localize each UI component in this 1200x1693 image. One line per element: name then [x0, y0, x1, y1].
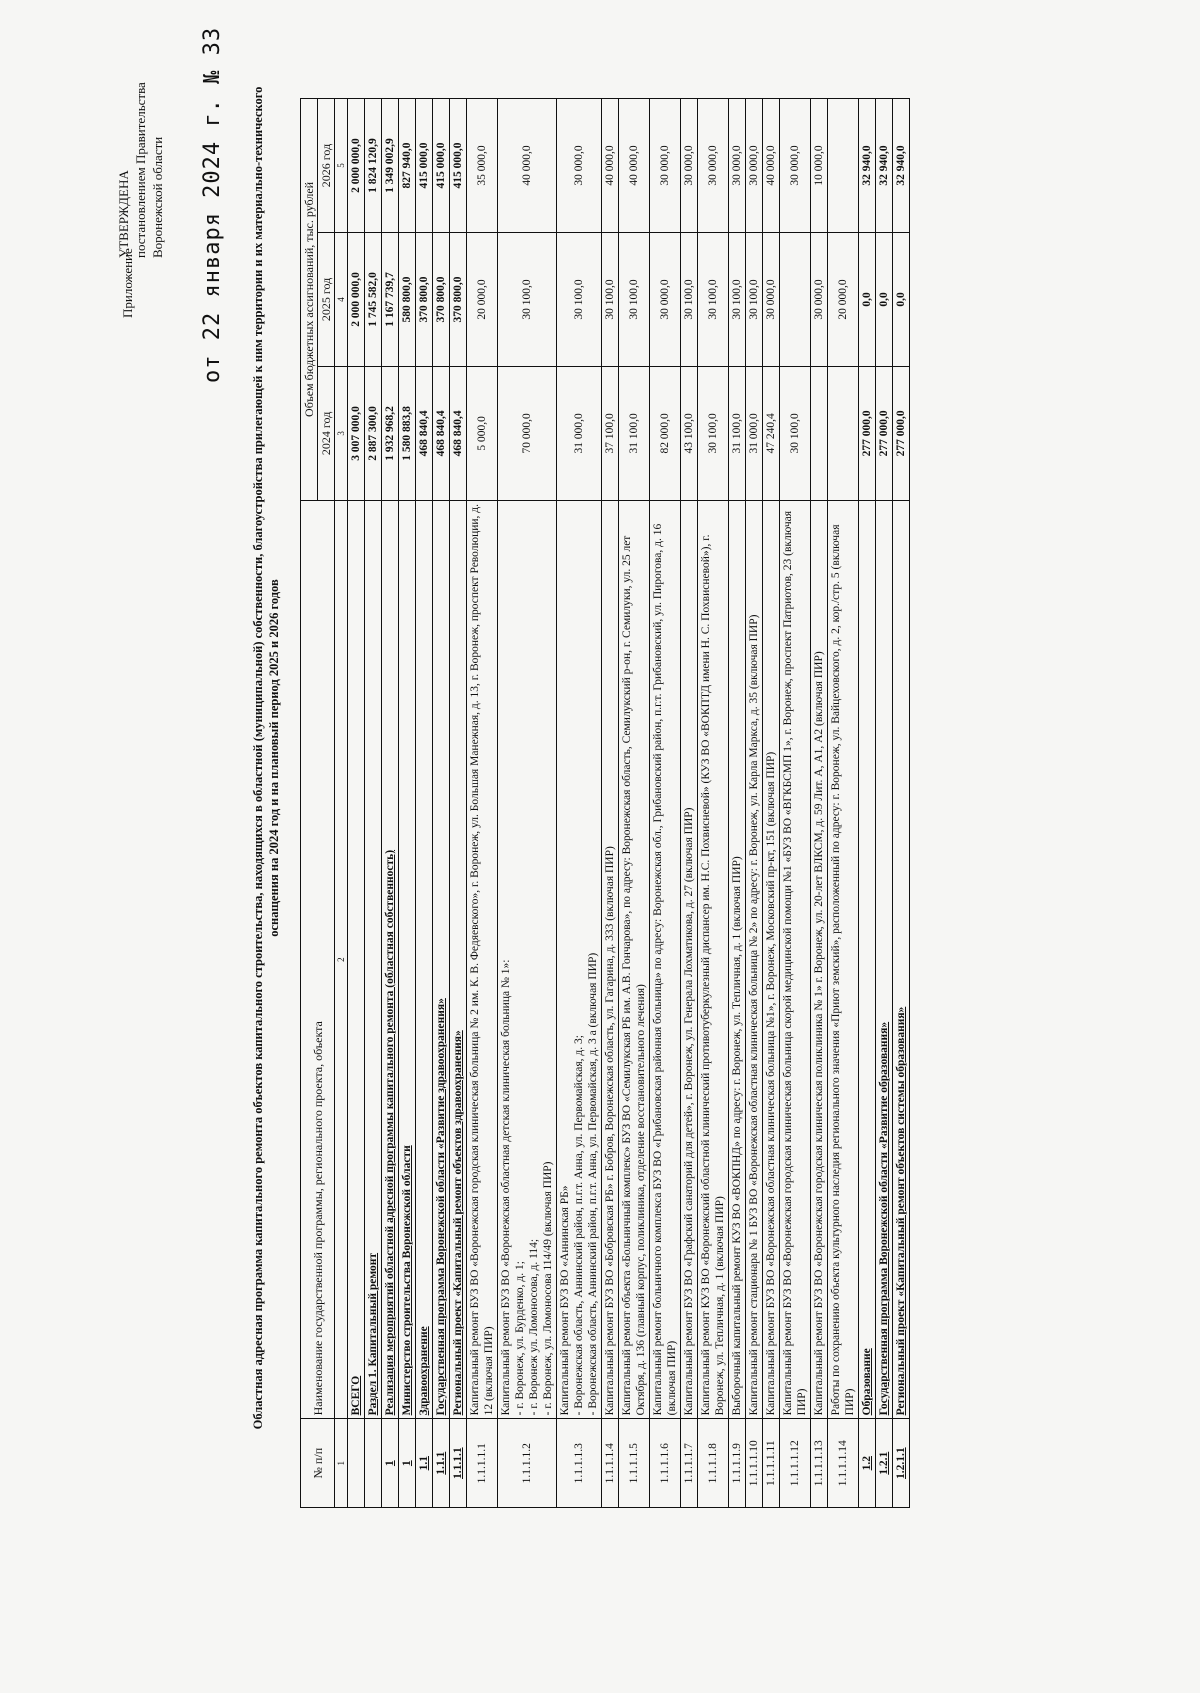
row-value-2025: 0,0 — [876, 232, 893, 366]
row-value-2026: 415 000,0 — [450, 99, 467, 233]
row-value-2026: 2 000 000,0 — [348, 99, 365, 233]
row-value-2024: 30 100,0 — [698, 366, 729, 500]
row-name: Региональный проект «Капитальный ремонт объектов системы образования» — [893, 500, 910, 1419]
row-number: 1.1 — [416, 1419, 433, 1508]
row-value-2025: 30 000,0 — [811, 232, 828, 366]
table-row — [729, 99, 746, 1508]
row-name: Выборочный капитальный ремонт КУЗ ВО «ВОКПНД» по адресу: г. Воронеж, ул. Тепличная, д. 1 (включая ПИР) — [729, 500, 746, 1419]
row-value-2024: 468 840,4 — [416, 366, 433, 500]
row-number: 1 — [382, 1419, 399, 1508]
table-row — [780, 99, 811, 1508]
row-number: 1.1.1.1.10 — [746, 1419, 763, 1508]
row-name: Региональный проект «Капитальный ремонт объектов здравоохранения» — [450, 500, 467, 1419]
table-row — [811, 99, 828, 1508]
row-number: 1.1.1.1.1 — [467, 1419, 498, 1508]
table-row — [763, 99, 780, 1508]
table-row — [746, 99, 763, 1508]
row-name: Образование — [859, 500, 876, 1419]
row-number: 1.1.1.1.4 — [602, 1419, 619, 1508]
budget-table — [300, 98, 910, 1508]
row-value-2025: 30 100,0 — [698, 232, 729, 366]
row-value-2025: 370 800,0 — [416, 232, 433, 366]
row-value-2024: 277 000,0 — [876, 366, 893, 500]
row-value-2026: 415 000,0 — [433, 99, 450, 233]
row-value-2026: 30 000,0 — [650, 99, 681, 233]
row-name: Капитальный ремонт объекта «Больничный комплекс» БУЗ ВО «Семилукская РБ им. А.В. Гончарова», по адресу: Воронежская область, Семилукский р-он, г. Семилуки, ул. 25 лет Октября, д. 136 (главный корпус, поликлиника, отделение восстановительного лечения) — [619, 500, 650, 1419]
row-value-2026: 827 940,0 — [399, 99, 416, 233]
row-value-2025: 30 100,0 — [681, 232, 698, 366]
row-number — [365, 1419, 382, 1508]
row-value-2026: 40 000,0 — [498, 99, 557, 233]
table-row — [859, 99, 876, 1508]
row-value-2024: 47 240,4 — [763, 366, 780, 500]
row-number: 1.1.1.1.9 — [729, 1419, 746, 1508]
row-value-2024: 70 000,0 — [498, 366, 557, 500]
row-name: Капитальный ремонт БУЗ ВО «Бобровская РБ» г. Бобров, Воронежская область, ул. Гагарина, д. 333 (включая ПИР) — [602, 500, 619, 1419]
row-value-2024: 468 840,4 — [433, 366, 450, 500]
row-value-2026: 40 000,0 — [763, 99, 780, 233]
table-row — [433, 99, 450, 1508]
row-number: 1.1.1.1.3 — [557, 1419, 602, 1508]
row-value-2025: 20 000,0 — [467, 232, 498, 366]
col-header-num: № п/п — [301, 1419, 335, 1508]
row-name: Капитальный ремонт КУЗ ВО «Воронежский областной клинический противотуберкулезный диспансер им. Н.С. Похвисневой» (КУЗ ВО «ВОКПТД имени Н. С. Похвисневой»), г. Воронеж, ул. Тепличная, д. 1 (включая ПИР) — [698, 500, 729, 1419]
row-value-2026: 30 000,0 — [746, 99, 763, 233]
row-name: Государственная программа Воронежской области «Развитие образования» — [876, 500, 893, 1419]
table-row — [698, 99, 729, 1508]
row-value-2024: 31 100,0 — [619, 366, 650, 500]
row-name: Раздел 1. Капитальный ремонт — [365, 500, 382, 1419]
row-value-2026: 30 000,0 — [698, 99, 729, 233]
row-value-2025: 1 745 582,0 — [365, 232, 382, 366]
row-value-2024: 1 580 883,8 — [399, 366, 416, 500]
col-index-2: 2 — [335, 500, 348, 1419]
row-value-2024 — [828, 366, 859, 500]
table-row — [416, 99, 433, 1508]
row-value-2025: 30 100,0 — [602, 232, 619, 366]
row-value-2024: 2 887 300,0 — [365, 366, 382, 500]
row-value-2024 — [811, 366, 828, 500]
row-value-2024: 3 007 000,0 — [348, 366, 365, 500]
row-name: Капитальный ремонт БУЗ ВО «Воронежская городская клиническая больница скорой медицинской помощи №1 «БУЗ ВО «ВГКБСМП 1», г. Воронеж, проспект Патриотов, 23 (включая ПИР) — [780, 500, 811, 1419]
row-value-2024: 1 932 968,2 — [382, 366, 399, 500]
row-value-2025: 30 100,0 — [557, 232, 602, 366]
table-row — [619, 99, 650, 1508]
row-value-2024: 5 000,0 — [467, 366, 498, 500]
row-number: 1.1.1.1.13 — [811, 1419, 828, 1508]
row-value-2024: 31 000,0 — [557, 366, 602, 500]
table-row — [557, 99, 602, 1508]
col-header-group: Объем бюджетных ассигнований, тыс. рублей — [301, 99, 318, 501]
row-number: 1 — [399, 1419, 416, 1508]
row-value-2026: 35 000,0 — [467, 99, 498, 233]
row-number: 1.1.1.1.7 — [681, 1419, 698, 1508]
approved-label: УТВЕРЖДЕНА — [116, 170, 131, 258]
row-name: Капитальный ремонт БУЗ ВО «Воронежская областная клиническая больница №1», г. Воронеж, Московский пр-кт, 151 (включая ПИР) — [763, 500, 780, 1419]
row-value-2026: 30 000,0 — [729, 99, 746, 233]
table-row — [650, 99, 681, 1508]
row-value-2024: 43 100,0 — [681, 366, 698, 500]
row-number: 1.1.1.1.11 — [763, 1419, 780, 1508]
row-number: 1.2.1.1 — [893, 1419, 910, 1508]
row-name: Капитальный ремонт БУЗ ВО «Аннинская РБ» - Воронежская область, Аннинский район, п.г.т. Анна, ул. Первомайская, д. 3; - Воронежская область, Аннинский район, п.г.т. Анна, ул. Первомайская, д. 3 а (включая ПИР) — [557, 500, 602, 1419]
document-title: Областная адресная программа капитального ремонта объектов капитального строительства, находящихся в областной (муниципальной) собственности, благоустройства прилегающей к ним территории и их материально-технического оснащения на 2024 год и на плановый период 2025 и 2026 годов — [251, 86, 281, 1430]
decree-date-line: от 22 января 2024 г. № 33 — [200, 26, 225, 383]
col-index-3: 3 — [335, 366, 348, 500]
row-value-2025: 30 000,0 — [763, 232, 780, 366]
row-value-2024: 468 840,4 — [450, 366, 467, 500]
row-value-2026: 415 000,0 — [416, 99, 433, 233]
row-value-2025: 30 100,0 — [729, 232, 746, 366]
row-value-2024: 30 100,0 — [780, 366, 811, 500]
row-value-2025: 0,0 — [859, 232, 876, 366]
row-value-2025: 30 000,0 — [650, 232, 681, 366]
appendix-label: Приложение — [120, 248, 135, 318]
row-value-2025: 370 800,0 — [433, 232, 450, 366]
row-value-2025 — [780, 232, 811, 366]
table-row — [450, 99, 467, 1508]
approved-by-line-1: постановлением Правительства — [133, 82, 148, 258]
table-row — [498, 99, 557, 1508]
row-name: Капитальный ремонт больничного комплекса БУЗ ВО «Грибановская районная больница» по адресу: Воронежская обл., Грибановский район, п.г.т. Грибановский, ул. Пирогова, д. 16 (включая ПИР) — [650, 500, 681, 1419]
row-name: Капитальный ремонт БУЗ ВО «Воронежская городская клиническая больница № 2 им. К. В. Федяевского», г. Воронеж, ул. Большая Манежная, д. 13, г. Воронеж, проспект Революции, д. 12 (включая ПИР) — [467, 500, 498, 1419]
row-value-2026: 30 000,0 — [557, 99, 602, 233]
approval-block — [115, 82, 166, 258]
row-name: Капитальный ремонт стационара № 1 БУЗ ВО «Воронежская областная клиническая больница № 2» по адресу: г. Воронеж, ул. Карла Маркса, д. 35 (включая ПИР) — [746, 500, 763, 1419]
row-name: Капитальный ремонт БУЗ ВО «Воронежская городская клиническая поликлиника № 1» г. Воронеж, ул. 20-лет ВЛКСМ, д. 59 Лит. А, А1, А2 (включая ПИР) — [811, 500, 828, 1419]
table-row — [467, 99, 498, 1508]
col-header-2024: 2024 год — [318, 366, 335, 500]
row-name: ВСЕГО — [348, 500, 365, 1419]
row-number: 1.1.1.1.6 — [650, 1419, 681, 1508]
row-value-2025: 30 100,0 — [619, 232, 650, 366]
row-name: Реализация мероприятий областной адресной программы капитального ремонта (областная собственность) — [382, 500, 399, 1419]
row-value-2026: 32 940,0 — [876, 99, 893, 233]
row-value-2026: 1 349 002,9 — [382, 99, 399, 233]
row-name: Работы по сохранению объекта культурного наследия регионального значения «Приют земский», расположенный по адресу: г. Воронеж, ул. Вайцеховского, д. 2, кор./стр. 5 (включая ПИР) — [828, 500, 859, 1419]
col-index-1: 1 — [335, 1419, 348, 1508]
row-number: 1.1.1.1.8 — [698, 1419, 729, 1508]
col-header-2025: 2025 год — [318, 232, 335, 366]
row-value-2024: 277 000,0 — [893, 366, 910, 500]
row-value-2025: 2 000 000,0 — [348, 232, 365, 366]
row-number: 1.1.1 — [433, 1419, 450, 1508]
table-body — [348, 99, 910, 1508]
row-value-2025: 20 000,0 — [828, 232, 859, 366]
col-index-4: 4 — [335, 232, 348, 366]
row-number: 1.1.1.1.14 — [828, 1419, 859, 1508]
row-value-2026: 32 940,0 — [893, 99, 910, 233]
row-value-2024: 31 100,0 — [729, 366, 746, 500]
table-row — [893, 99, 910, 1508]
row-name: Капитальный ремонт БУЗ ВО «Графский санаторий для детей», г. Воронеж, ул. Генерала Лохматикова, д. 27 (включая ПИР) — [681, 500, 698, 1419]
row-name: Министерство строительства Воронежской области — [399, 500, 416, 1419]
row-value-2026: 40 000,0 — [619, 99, 650, 233]
row-value-2025: 580 800,0 — [399, 232, 416, 366]
row-number — [348, 1419, 365, 1508]
table-row — [348, 99, 365, 1508]
row-value-2026: 1 824 120,9 — [365, 99, 382, 233]
row-number: 1.1.1.1.5 — [619, 1419, 650, 1508]
row-number: 1.2 — [859, 1419, 876, 1508]
row-value-2024: 31 000,0 — [746, 366, 763, 500]
table-row — [681, 99, 698, 1508]
row-value-2026: 30 000,0 — [780, 99, 811, 233]
row-value-2025: 0,0 — [893, 232, 910, 366]
table-row — [602, 99, 619, 1508]
row-value-2025: 30 100,0 — [746, 232, 763, 366]
table-row — [876, 99, 893, 1508]
row-number: 1.1.1.1.2 — [498, 1419, 557, 1508]
row-name: Капитальный ремонт БУЗ ВО «Воронежская областная детская клиническая больница № 1»: - г. Воронеж, ул. Бурденко, д. 1; - г. Воронеж ул. Ломоносова, д. 114; - г. Воронеж, ул. Ломоносова 114/49 (включая ПИР) — [498, 500, 557, 1419]
row-name: Государственная программа Воронежской области «Развитие здравоохранения» — [433, 500, 450, 1419]
table-row — [828, 99, 859, 1508]
row-value-2024: 277 000,0 — [859, 366, 876, 500]
row-name: Здравоохранение — [416, 500, 433, 1419]
row-value-2026 — [828, 99, 859, 233]
row-value-2026: 40 000,0 — [602, 99, 619, 233]
row-value-2024: 82 000,0 — [650, 366, 681, 500]
table-row — [382, 99, 399, 1508]
row-value-2026: 10 000,0 — [811, 99, 828, 233]
row-number: 1.2.1 — [876, 1419, 893, 1508]
row-value-2024: 37 100,0 — [602, 366, 619, 500]
col-header-name: Наименование государственной программы, регионального проекта, объекта — [301, 500, 335, 1419]
row-number: 1.1.1.1.12 — [780, 1419, 811, 1508]
table-row — [399, 99, 416, 1508]
row-value-2026: 30 000,0 — [681, 99, 698, 233]
row-value-2025: 370 800,0 — [450, 232, 467, 366]
row-number: 1.1.1.1 — [450, 1419, 467, 1508]
approved-by-line-2: Воронежской области — [150, 136, 165, 258]
row-value-2025: 1 167 739,7 — [382, 232, 399, 366]
table-row — [365, 99, 382, 1508]
col-header-2026: 2026 год — [318, 99, 335, 233]
row-value-2026: 32 940,0 — [859, 99, 876, 233]
row-value-2025: 30 100,0 — [498, 232, 557, 366]
col-index-5: 5 — [335, 99, 348, 233]
